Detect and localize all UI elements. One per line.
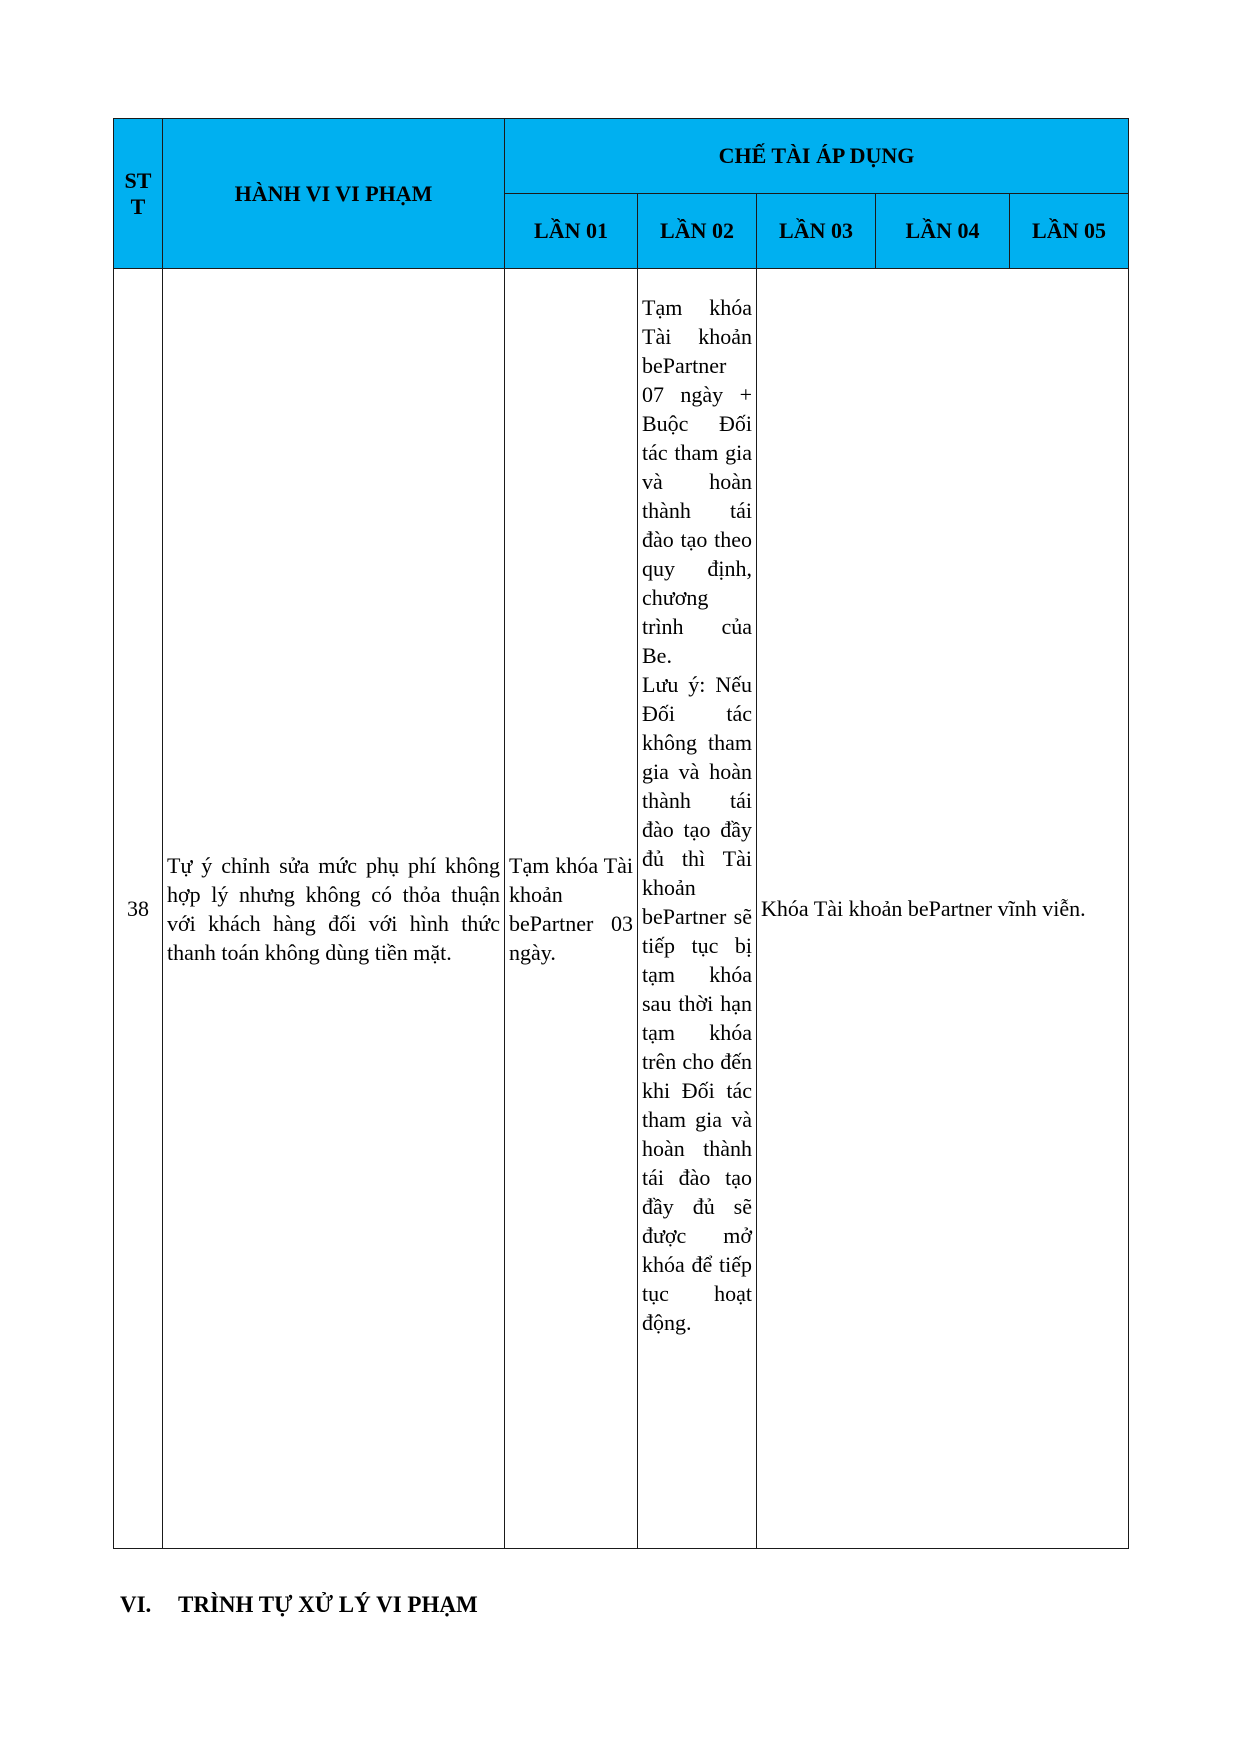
header-lan-04 <box>876 194 1010 269</box>
header-sanctions-label: CHẾ TÀI ÁP DỤNG <box>718 143 915 169</box>
header-lan-05-label: LẦN 05 <box>1032 218 1106 244</box>
section-title: TRÌNH TỰ XỬ LÝ VI PHẠM <box>178 1592 478 1617</box>
table-row <box>114 269 1129 1549</box>
header-lan-01 <box>505 194 638 269</box>
row-stt: 38 <box>114 269 163 1549</box>
header-behavior-label: HÀNH VI VI PHẠM <box>234 180 433 206</box>
header-lan-02-label: LẦN 02 <box>660 218 734 244</box>
row-lan-03-to-05: Khóa Tài khoản bePartner vĩnh viễn. <box>757 269 1129 1549</box>
header-stt <box>114 119 163 269</box>
row-behavior: Tự ý chỉnh sửa mức phụ phí không hợp lý nhưng không có thỏa thuận với khách hàng đối với hình thức thanh toán không dùng tiền mặt. <box>163 269 505 1549</box>
row-lan-02-note: Lưu ý: Nếu Đối tác không tham gia và hoàn thành tái đào tạo đầy đủ thì Tài khoản bePartner sẽ tiếp tục bị tạm khóa sau thời hạn tạm khóa trên cho đến khi Đối tác tham gia và hoàn thành tái đào tạo đầy đủ sẽ được mở khóa để tiếp tục hoạt động. <box>642 672 752 1335</box>
header-sanctions <box>505 119 1129 194</box>
section-heading <box>120 1592 478 1618</box>
header-lan-03-label: LẦN 03 <box>779 218 853 244</box>
row-lan-02-sanction: Tạm khóa Tài khoản bePartner 07 ngày + Buộc Đối tác tham gia và hoàn thành tái đào tạo theo quy định, chương trình của Be. <box>642 295 752 668</box>
header-lan-03 <box>757 194 876 269</box>
section-number: VI. <box>120 1592 152 1617</box>
header-lan-05 <box>1010 194 1129 269</box>
header-stt-label: ST T <box>124 168 152 219</box>
header-lan-04-label: LẦN 04 <box>905 218 980 244</box>
row-lan-01: Tạm khóa Tài khoản bePartner 03 ngày. <box>505 269 638 1549</box>
header-behavior <box>163 119 505 269</box>
row-lan-02 <box>638 269 757 1549</box>
sanctions-table <box>113 118 1129 1549</box>
header-lan-02 <box>638 194 757 269</box>
header-lan-01-label: LẦN 01 <box>534 218 608 244</box>
